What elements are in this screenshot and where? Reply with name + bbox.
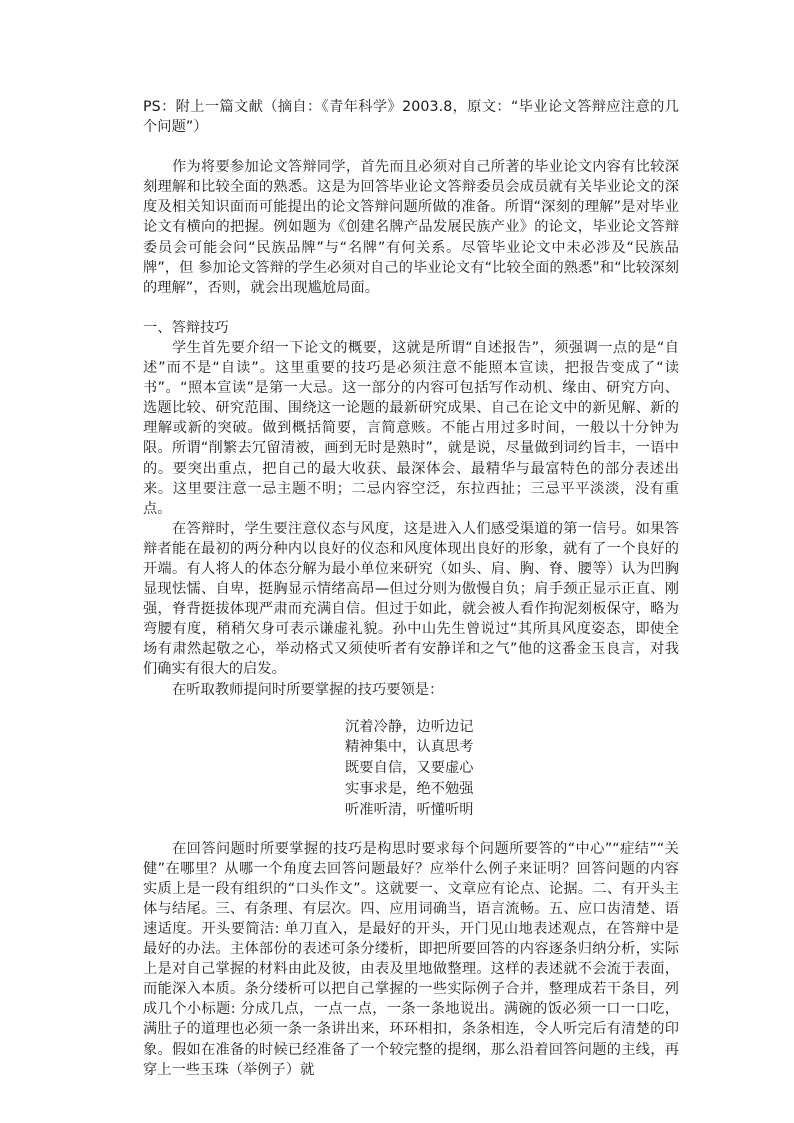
paragraph-self-report: 学生首先要介绍一下论文的概要，这就是所谓“自述报告”，须强调一点的是“自述”而不是“自读”。这里重要的技巧是必须注意不能照本宣读，把报告变成了“读书”。“照本宣读”是第一大忌。这一部分的内容可包括写作动机、缘由、研究方向、选题比较、研究范围、围绕这一论题的最新研究成果、自己在论文中的新见解、新的理解或新的突破。做到概括简要，言简意赅。不能占用过多时间，一般以十分钟为限。所谓“削繁去冗留清被，画到无时是熟时”，就是说，尽量做到词约旨丰，一语中的。要突出重点，把自己的最大收获、最深体会、最精华与最富特色的部分表述出来。这里要注意一忌主题不明；二忌内容空泛，东拉西扯；三忌平平淡淡，没有重点。 <box>143 339 679 517</box>
intro-paragraph: 作为将要参加论文答辩同学，首先而且必须对自己所著的毕业论文内容有比较深刻理解和比较全面的熟悉。这是为回答毕业论文答辩委员会成员就有关毕业论文的深度及相关知识面而可能提出的论文答辩问题所做的准备。所谓“深刻的理解”是对毕业论文有横向的把握。例如题为《创建名牌产品发展民族产业》的论文，毕业论文答辩委员会可能会问“民族品牌”与“名牌”有何关系。尽管毕业论文中未必涉及“民族品牌”，但 参加论文答辩的学生必须对自己的毕业论文有“比较全面的熟悉”和“比较深刻的理解”，否则，就会出现尴尬局面。 <box>143 159 679 296</box>
section-title: 一、答辩技巧 <box>143 319 229 336</box>
paragraph-answering: 在回答问题时所要掌握的技巧是构思时要求每个问题所要答的“中心”“症结”“关健”在哪里？从哪一个角度去回答问题最好？应举什么例子来证明？回答问题的内容实质上是一段有组织的“口头作文”。这就要一、文章应有论点、论据。二、有开头主体与结尾。三、有条理、有层次。四、应用词确当，语言流畅。五、应口齿清楚、语速适度。开头要简洁: 单刀直入，是最好的开头，开门见山地表述观点，在答辩中是最好的办法。主体部份的表述可条分缕析，即把所要回答的内容逐条归纳分析，实际上是对自己掌握的材料由此及彼，由表及里地做整理。这样的表述就不会流于表面，而能深入本质。条分缕析可以把自己掌握的一些实际例子合并，整理成若干条目，列成几个小标题: 分成几点，一点一点，一条一条地说出。满碗的饭必须一口一口吃，满肚子的道理也必须一条一条讲出来，环环相扣，条条相连，令人听完后有清楚的印象。假如在准备的时候已经准备了一个较完整的提纲，那么沿着回答问题的主线，再穿上一些玉珠（举例子）就 <box>143 840 679 1078</box>
ps-note: PS：附上一篇文献（摘自：《青年科学》2003.8，原文：“毕业论文答辩应注意的几个问题”） <box>143 99 679 136</box>
tip-line: 沉着冷静，边听边记 <box>345 718 474 735</box>
listening-tips-list <box>345 717 679 821</box>
tip-line: 实事求是，绝不勉强 <box>345 781 474 798</box>
tip-line: 既要自信，又要虚心 <box>345 760 474 777</box>
paragraph-listening-intro: 在听取教师提问时所要掌握的技巧要领是： <box>172 681 444 698</box>
tip-line: 听准听清，听懂听明 <box>345 801 474 818</box>
document-body <box>143 97 679 1080</box>
paragraph-demeanor: 在答辩时，学生要注意仪态与风度，这是进入人们感受渠道的第一信号。如果答辩者能在最初的两分种内以良好的仪态和风度体现出良好的形象，就有了一个良好的开端。有人将人的体态分解为最小单位来研究（如头、肩、胸、脊、腰等）认为凹胸显现怯懦、自卑，挺胸显示情绪高昂—但过分则为傲慢自负；肩手颈正显示正直、刚强，脊背挺拔体现严肃而充满自信。但过于如此，就会被人看作拘泥刻板保守，略为弯腰有度，稍稍欠身可表示谦虚礼貌。孙中山先生曾说过“其所具风度姿态，即使全场有肃然起敬之心，举动格式又须使听者有安静详和之气”他的这番金玉良言，对我们确实有很大的启发。 <box>143 520 679 678</box>
tip-line: 精神集中，认真思考 <box>345 739 474 756</box>
